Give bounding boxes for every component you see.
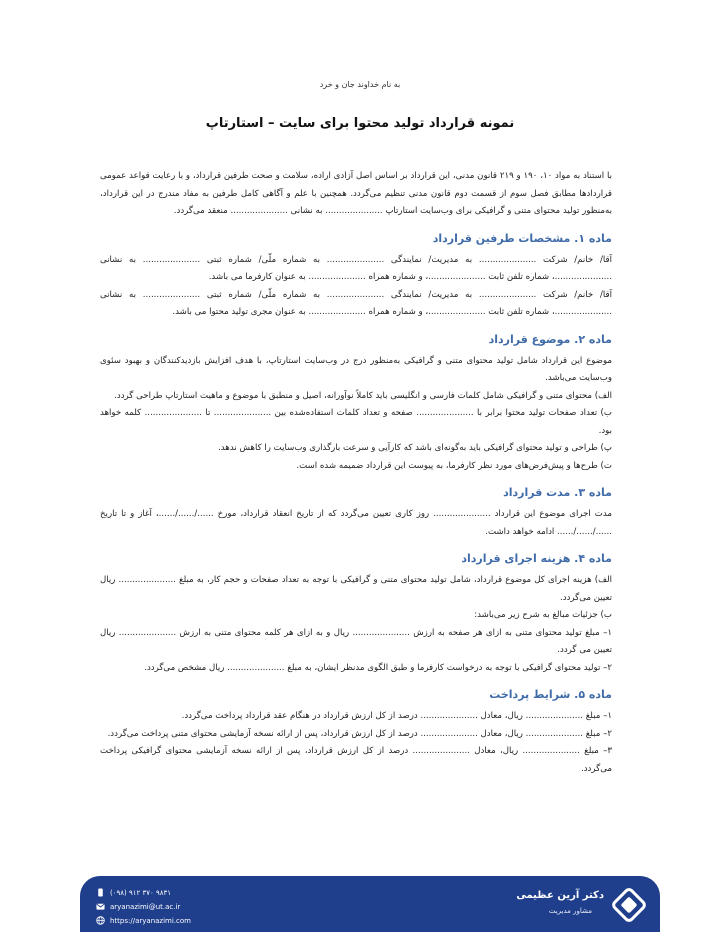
section-line: الف) هزینه اجرای کل موضوع قرارداد، شامل تولید محتوای متنی و گرافیکی با توجه به تعداد صفحات و حجم کار، به مبلغ ..................... ریال تعیین می‌گردد. [100,575,612,603]
globe-icon [96,916,105,925]
website-link[interactable]: https://aryanazimi.com [110,916,191,925]
section-1 [100,230,612,322]
section-heading: ماده ۳. مدت قرارداد [503,486,612,499]
brand-name: دکتر آرین عظیمی [516,890,604,901]
section-line: پ) طراحی و تولید محتوای گرافیکی باید به‌گونه‌ای باشد که کارآیی و سرعت بارگذاری وب‌سایت را کاهش ندهد. [218,443,612,453]
bismillah-line: به نام خداوند جان و خرد [319,80,401,89]
section-line: ۱– مبلغ تولید محتوای متنی به ازای هر صفحه به ارزش ..................... ریال و به ازای هر کلمه محتوای متنی به ارزش ..................... ریال تعیین می گردد. [100,627,612,655]
contact-block [96,886,191,928]
section-line: مدت اجرای موضوع این قرارداد ..................... روز کاری تعیین می‌گردد که از تاریخ انعقاد قرارداد، مورخ ....../....../......، آغاز و تا تاریخ ....../....../...... ادامه خواهد داشت. [100,509,612,537]
email-link[interactable]: aryanazimi@ut.ac.ir [110,902,181,911]
document-body [100,168,612,778]
mail-icon [96,902,105,911]
section-line: ت) طرح‌ها و پیش‌فرض‌های مورد نظر کارفرما، به پیوست این قرارداد ضمیمه شده است. [296,460,612,471]
section-line: ۲– مبلغ ..................... ریال، معادل ..................... درصد از کل ارزش قرارداد، پس از ارائه نسخه آزمایشی محتوای متنی پرداخت می‌گردد. [107,728,612,739]
intro-paragraph [100,168,612,221]
section-line: ب) جزئیات مبالغ به شرح زیر می‌باشد: [474,610,612,620]
section-heading: ماده ۲. موضوع قرارداد [488,332,612,346]
brand-subtitle: مشاور مدیریت [548,907,592,915]
section-line: ب) تعداد صفحات تولید محتوا برابر با ..................... صفحه و تعداد کلمات استفاده‌شده بین ..................... تا ..................... کلمه خواهد بود. [100,408,612,436]
section-heading: ماده ۵. شرایط پرداخت [489,688,612,701]
phone-icon [96,888,105,897]
section-line: موضوع این قرارداد شامل تولید محتوای متنی و گرافیکی به‌منظور درج در وب‌سایت استارتاپ، با هدف افزایش بازدیدکنندگان و بهبود سئوی وب‌سایت می‌باشد. [100,355,612,383]
section-2 [100,331,612,476]
section-heading: ماده ۴. هزینه اجرای قرارداد [461,552,612,565]
section-line: ۳– مبلغ ..................... ریال، معادل ..................... درصد از کل ارزش قرارداد، پس از ارائه نسخه آزمایشی محتوای گرافیکی پرداخت می‌گردد. [100,746,612,774]
section-4 [100,550,612,677]
section-line: ۱– مبلغ ..................... ریال، معادل ..................... درصد از کل ارزش قرارداد در هنگام عقد قرارداد پرداخت می‌گردد. [181,711,612,721]
intro-text: با استناد به مواد ۱۰، ۱۹۰ و ۲۱۹ قانون مدنی، این قرارداد بر اساس اصل آزادی اراده، سلامت و صحت طرفین قرارداد، و با رعایت قواعد عمومی قراردادها مطابق فصل سوم از قسمت دوم قانون مدنی تنظیم می‌گردد. همچنین با علم و آگاهی کامل طرفین به مفاد مندرج در این قرارداد، به‌منظور تولید محتوای متنی و گرافیکی برای وب‌سایت استارتاپ ..................... به نشانی ..................... منعقد می‌گردد. [100,171,613,216]
section-line: الف) محتوای متنی و گرافیکی شامل کلمات فارسی و انگلیسی باید کاملاً نوآورانه، اصیل و منطبق با موضوع و ماهیت استارتاپ طراحی گردد. [114,390,612,401]
contact-phone [96,886,191,899]
section-line: آقا/ خانم/ شرکت ..................... به مدیریت/ نمایندگی ..................... به شماره ملّی/ شماره ثبتی ..................... به نشانی .....................، شماره تلفن ثابت .....................، و شماره همراه ..................... به عنوان کارفرما می باشد. [100,254,612,282]
section-3 [100,484,612,541]
section-5 [100,686,612,778]
phone-text: (۰۹۸) ۹۱۲ ۳۷۰ ۹۸۳۱ [110,888,172,897]
document-title: نمونه قرارداد تولید محتوا برای سایت – استارتاپ [205,116,515,131]
section-line: ۲– تولید محتوای گرافیکی با توجه به درخواست کارفرما و طبق الگوی مدنظر ایشان، به مبلغ ..................... ریال مشخص می‌گردد. [144,662,612,673]
brand-logo-icon [612,888,646,922]
footer-bar [80,876,660,932]
contact-email[interactable] [96,900,191,913]
contact-website[interactable] [96,914,191,927]
section-line: آقا/ خانم/ شرکت ..................... به مدیریت/ نمایندگی ..................... به شماره ملّی/ شماره ثبتی ..................... به نشانی .....................، شماره تلفن ثابت .....................، و شماره همراه ..................... به عنوان مجری تولید محتوا می باشد. [100,289,612,317]
section-heading: ماده ۱. مشخصات طرفین قرارداد [432,231,612,245]
